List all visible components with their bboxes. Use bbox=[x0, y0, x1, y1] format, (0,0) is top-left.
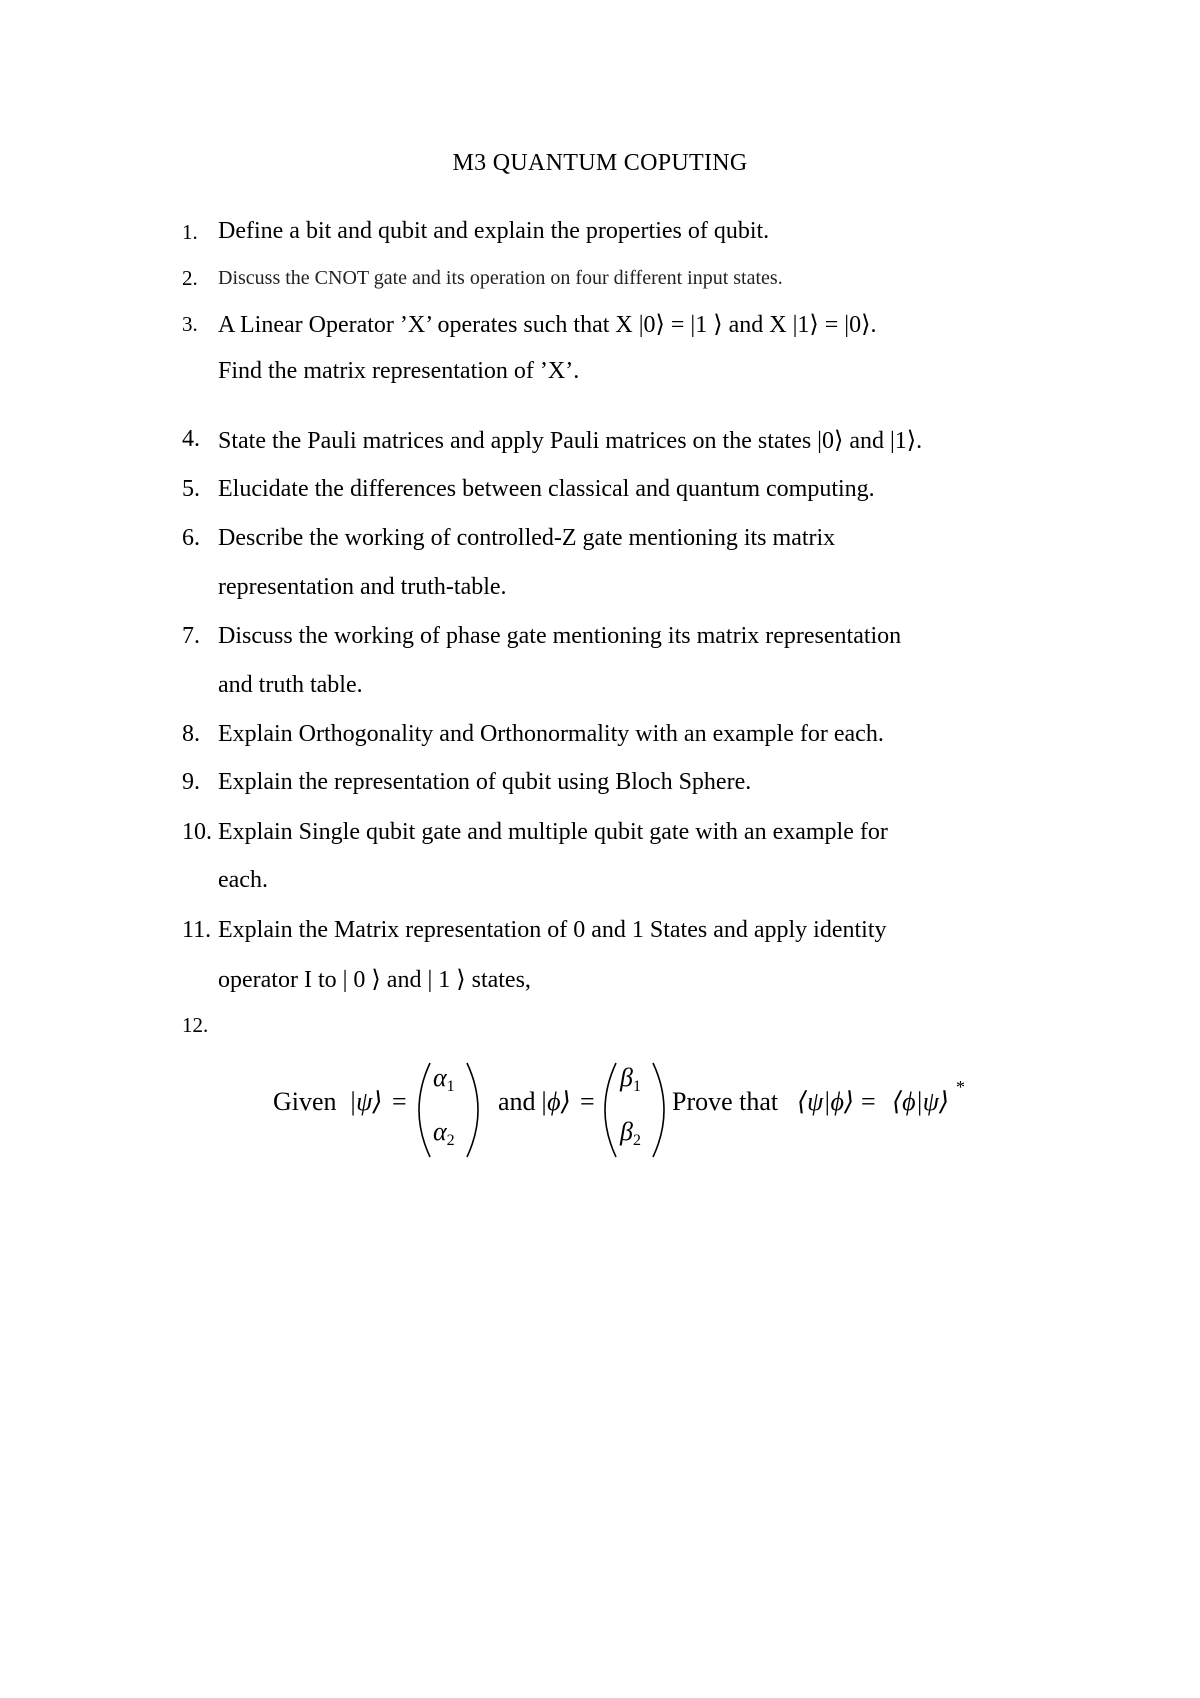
given-label: Given bbox=[273, 1087, 337, 1116]
conjugate-star: * bbox=[956, 1077, 965, 1097]
question-text: Define a bit and qubit and explain the properties of qubit. bbox=[218, 218, 770, 244]
question-number: 8. bbox=[182, 721, 200, 747]
question-number: 1. bbox=[182, 220, 198, 244]
question-11 bbox=[0, 917, 1200, 993]
question-text: Explain Single qubit gate and multiple qubit gate with an example for bbox=[218, 819, 888, 845]
prove-that-label: Prove that bbox=[672, 1087, 779, 1116]
left-paren-beta bbox=[605, 1063, 616, 1157]
question-4 bbox=[0, 426, 1200, 466]
question-2 bbox=[0, 266, 1200, 306]
inner-product-rhs: ⟨ϕ|ψ⟩ bbox=[892, 1087, 950, 1116]
question-text: State the Pauli matrices and apply Pauli matrices on the states |0⟩ and |1⟩. bbox=[218, 428, 923, 454]
alpha-2: $\alpha_2$ bbox=[433, 1117, 455, 1149]
question-number: 10. bbox=[182, 819, 212, 845]
right-paren-beta bbox=[653, 1063, 664, 1157]
question-number: 4. bbox=[182, 426, 200, 452]
question-text: Find the matrix representation of ’X’. bbox=[218, 358, 580, 384]
question-6 bbox=[0, 525, 1200, 600]
question-text: Discuss the CNOT gate and its operation on four different input states. bbox=[218, 267, 783, 289]
psi-ket: |ψ⟩ bbox=[349, 1087, 383, 1116]
beta-2: $\beta_2$ bbox=[620, 1117, 641, 1149]
left-paren-alpha bbox=[419, 1063, 430, 1157]
question-1 bbox=[0, 218, 1200, 258]
question-text: representation and truth-table. bbox=[218, 574, 507, 600]
question-10 bbox=[0, 819, 1200, 893]
page-title: M3 QUANTUM COPUTING bbox=[452, 150, 748, 176]
question-text: A Linear Operator ’X’ operates such that X |0⟩ = |1 ⟩ and X |1⟩ = |0⟩. bbox=[218, 312, 877, 338]
question-text: Describe the working of controlled-Z gate mentioning its matrix bbox=[218, 525, 836, 551]
question-number: 6. bbox=[182, 525, 200, 551]
equation-12 bbox=[270, 1055, 990, 1165]
question-number: 9. bbox=[182, 769, 200, 795]
question-text: Elucidate the differences between classical and quantum computing. bbox=[218, 476, 875, 502]
question-number: 5. bbox=[182, 476, 200, 502]
question-12 bbox=[0, 1013, 1200, 1053]
question-number: 2. bbox=[182, 266, 198, 290]
question-text: Explain Orthogonality and Orthonormality with an example for each. bbox=[218, 721, 884, 747]
question-number: 7. bbox=[182, 623, 200, 649]
inner-product-lhs: ⟨ψ|ϕ⟩ bbox=[797, 1087, 855, 1116]
question-text: Discuss the working of phase gate mentioning its matrix representation bbox=[218, 623, 902, 649]
question-8 bbox=[0, 721, 1200, 761]
question-number: 11. bbox=[182, 917, 212, 943]
question-5 bbox=[0, 476, 1200, 516]
question-3 bbox=[0, 310, 1200, 384]
alpha-1: $\alpha_1$ bbox=[433, 1063, 455, 1095]
question-number: 12. bbox=[182, 1013, 209, 1037]
question-text: Explain the representation of qubit using Bloch Sphere. bbox=[218, 769, 752, 795]
and-label: and bbox=[498, 1087, 536, 1116]
question-9 bbox=[0, 769, 1200, 809]
beta-1: $\beta_1$ bbox=[620, 1063, 641, 1095]
question-7 bbox=[0, 623, 1200, 698]
question-text: and truth table. bbox=[218, 672, 363, 698]
equals-sign: = bbox=[861, 1087, 876, 1116]
equals-sign: = bbox=[392, 1087, 407, 1116]
question-number: 3. bbox=[182, 312, 198, 336]
equals-sign: = bbox=[580, 1087, 595, 1116]
question-text: operator I to | 0 ⟩ and | 1 ⟩ states, bbox=[218, 967, 531, 993]
phi-ket: |ϕ⟩ bbox=[540, 1087, 571, 1116]
question-text: each. bbox=[218, 867, 268, 893]
question-text: Explain the Matrix representation of 0 and 1 States and apply identity bbox=[218, 917, 887, 943]
right-paren-alpha bbox=[467, 1063, 478, 1157]
